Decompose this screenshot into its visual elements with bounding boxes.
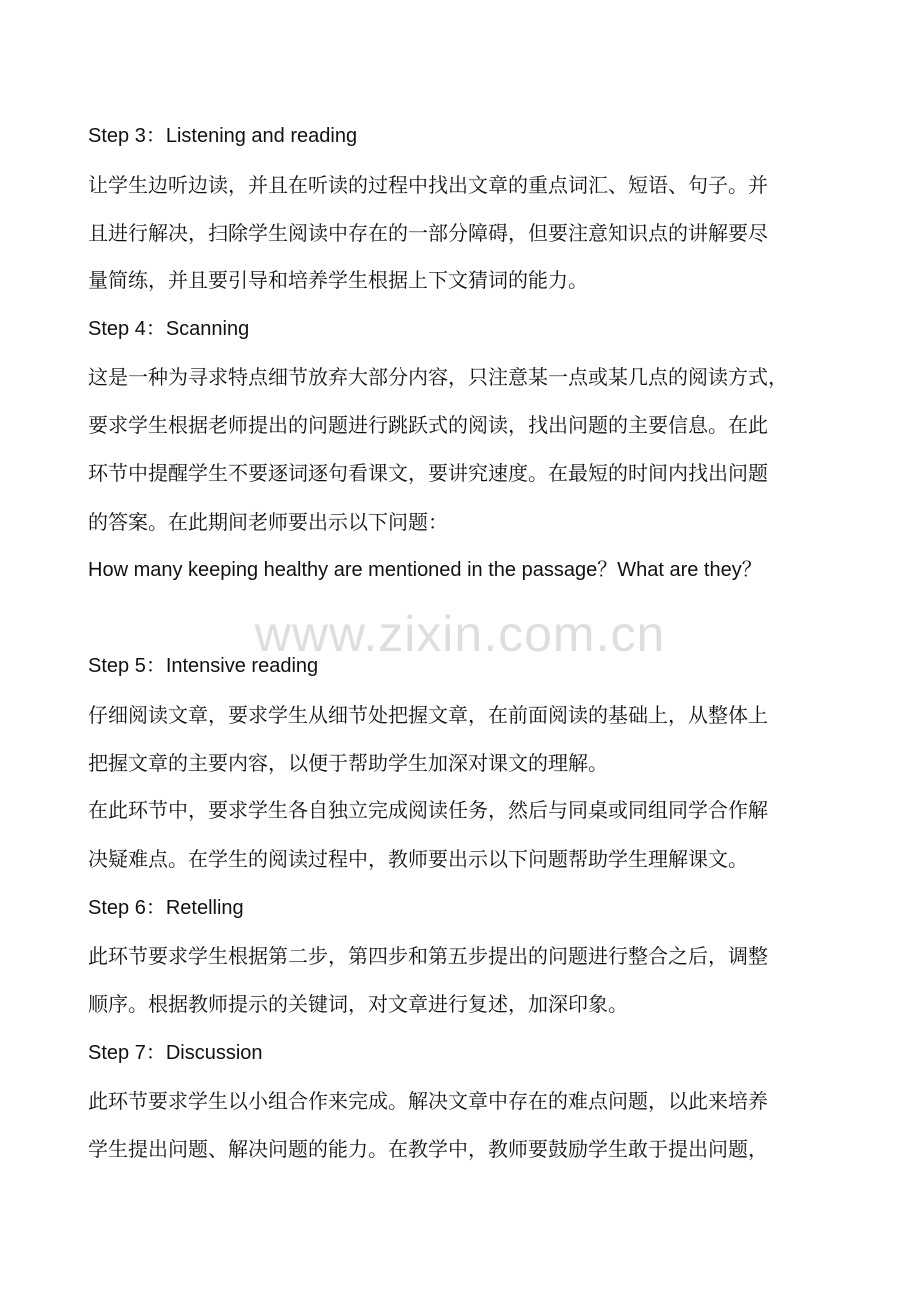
step7-line-1: 此环节要求学生以小组合作来完成。解决文章中存在的难点问题，以此来培养	[88, 1089, 768, 1113]
step6-line-2: 顺序。根据教师提示的关键词，对文章进行复述，加深印象。	[88, 992, 628, 1016]
step4-line-1: 这是一种为寻求特点细节放弃大部分内容，只注意某一点或某几点的阅读方式，	[88, 365, 788, 389]
step4-line-2: 要求学生根据老师提出的问题进行跳跃式的阅读，找出问题的主要信息。在此	[88, 413, 768, 437]
watermark: www.zixin.com.cn	[254, 606, 666, 662]
step7-line-2: 学生提出问题、解决问题的能力。在教学中，教师要鼓励学生敢于提出问题，	[88, 1137, 768, 1161]
step4-line-4: 的答案。在此期间老师要出示以下问题：	[88, 510, 448, 534]
step3-line-2: 且进行解决，扫除学生阅读中存在的一部分障碍，但要注意知识点的讲解要尽	[88, 221, 768, 245]
step5-line-2: 把握文章的主要内容，以便于帮助学生加深对课文的理解。	[88, 751, 608, 775]
step5-heading: Step 5：Intensive reading	[88, 655, 319, 677]
step4-question: How many keeping healthy are mentioned in the passage？What are they？	[88, 559, 762, 581]
step5-line-1: 仔细阅读文章，要求学生从细节处把握文章，在前面阅读的基础上，从整体上	[88, 703, 768, 727]
step5-line-3: 在此环节中，要求学生各自独立完成阅读任务，然后与同桌或同组同学合作解	[88, 798, 768, 822]
step3-line-3: 量简练，并且要引导和培养学生根据上下文猜词的能力。	[88, 268, 588, 292]
step5-line-4: 决疑难点。在学生的阅读过程中，教师要出示以下问题帮助学生理解课文。	[88, 847, 748, 871]
step3-heading: Step 3：Listening and reading	[88, 125, 358, 147]
step6-heading: Step 6：Retelling	[88, 897, 244, 919]
step6-line-1: 此环节要求学生根据第二步，第四步和第五步提出的问题进行整合之后，调整	[88, 944, 768, 968]
step3-line-1: 让学生边听边读，并且在听读的过程中找出文章的重点词汇、短语、句子。并	[88, 173, 768, 197]
step7-heading: Step 7：Discussion	[88, 1042, 263, 1064]
step4-line-3: 环节中提醒学生不要逐词逐句看课文，要讲究速度。在最短的时间内找出问题	[88, 461, 768, 485]
step4-heading: Step 4：Scanning	[88, 318, 250, 340]
